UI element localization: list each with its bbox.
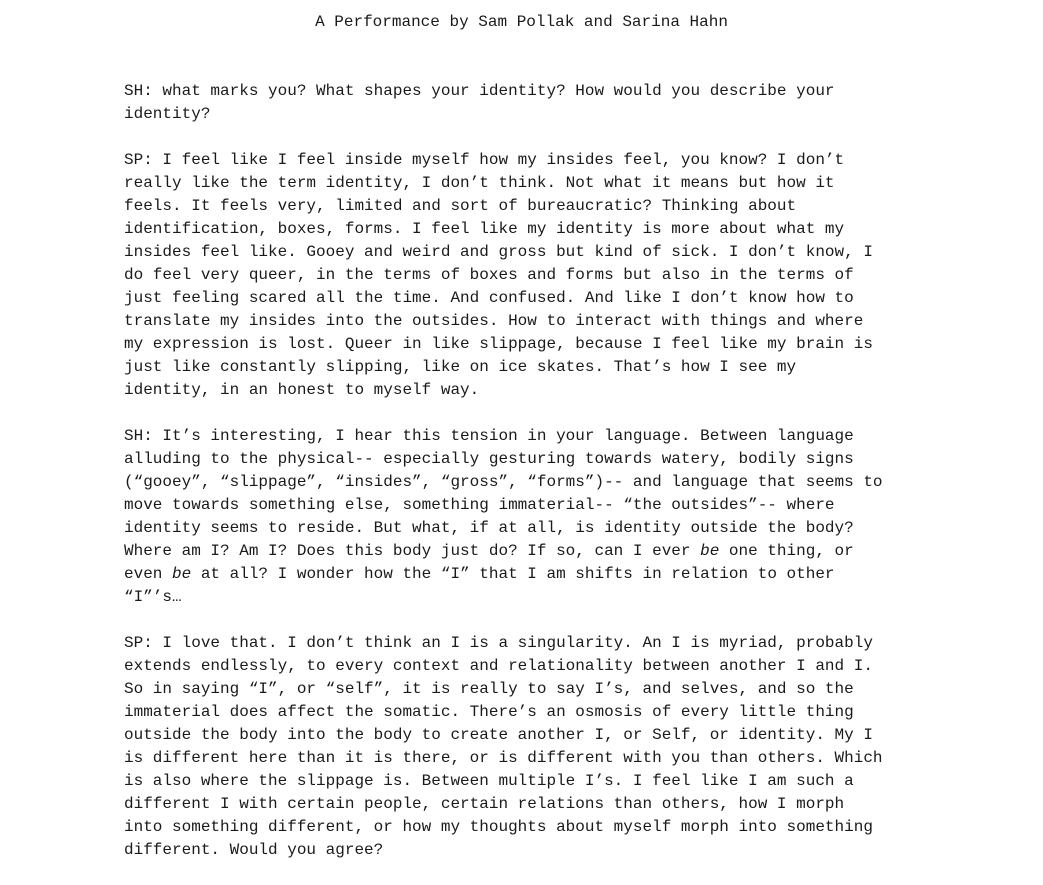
text-line: feels. It feels very, limited and sort of bureaucratic? Thinking about <box>124 197 797 215</box>
text-line: insides feel like. Gooey and weird and gross but kind of sick. I don’t know, I <box>124 243 873 261</box>
text-line: SH: It’s interesting, I hear this tension in your language. Between language <box>124 427 854 445</box>
text-line: into something different, or how my thoughts about myself morph into something <box>124 818 873 836</box>
text-line: identification, boxes, forms. I feel like my identity is more about what my <box>124 220 845 238</box>
text-line: outside the body into the body to create another I, or Self, or identity. My I <box>124 726 873 744</box>
document-body <box>124 80 924 885</box>
text-line: (“gooey”, “slippage”, “insides”, “gross”, “forms”)-- and language that seems to <box>124 473 883 491</box>
text-line: do feel very queer, in the terms of boxes and forms but also in the terms of <box>124 266 854 284</box>
text-line: So in saying “I”, or “self”, it is really to say I’s, and selves, and so the <box>124 680 854 698</box>
text-line: alluding to the physical-- especially gesturing towards watery, bodily signs <box>124 450 854 468</box>
text-line: identity? <box>124 105 211 123</box>
text-line: just feeling scared all the time. And confused. And like I don’t know how to <box>124 289 854 307</box>
text-line: translate my insides into the outsides. How to interact with things and where <box>124 312 864 330</box>
dialogue-paragraph-sp-2 <box>124 632 924 862</box>
text-line: really like the term identity, I don’t think. Not what it means but how it <box>124 174 835 192</box>
text-line: different I with certain people, certain relations than others, how I morph <box>124 795 845 813</box>
text-line: is also where the slippage is. Between multiple I’s. I feel like I am such a <box>124 772 854 790</box>
text-line: SH: what marks you? What shapes your identity? How would you describe your <box>124 82 835 100</box>
text-line: Where am I? Am I? Does this body just do? If so, can I ever be one thing, or <box>124 542 854 560</box>
text-line: my expression is lost. Queer in like slippage, because I feel like my brain is <box>124 335 873 353</box>
text-line: even be at all? I wonder how the “I” that I am shifts in relation to other <box>124 565 835 583</box>
text-line: different. Would you agree? <box>124 841 384 859</box>
dialogue-paragraph-sh-2 <box>124 425 924 609</box>
dialogue-paragraph-sp-1 <box>124 149 924 402</box>
text-line: “I”’s… <box>124 588 182 606</box>
text-line: is different here than it is there, or is different with you than others. Which <box>124 749 883 767</box>
document-title: A Performance by Sam Pollak and Sarina Hahn <box>315 13 728 31</box>
dialogue-paragraph-sh-1 <box>124 80 924 126</box>
text-line: move towards something else, something immaterial-- “the outsides”-- where <box>124 496 835 514</box>
text-line: identity, in an honest to myself way. <box>124 381 480 399</box>
text-line: identity seems to reside. But what, if at all, is identity outside the body? <box>124 519 854 537</box>
text-line: just like constantly slipping, like on ice skates. That’s how I see my <box>124 358 797 376</box>
text-line: immaterial does affect the somatic. There’s an osmosis of every little thing <box>124 703 854 721</box>
text-line: SP: I feel like I feel inside myself how my insides feel, you know? I don’t <box>124 151 845 169</box>
text-line: SP: I love that. I don’t think an I is a singularity. An I is myriad, probably <box>124 634 873 652</box>
text-line: extends endlessly, to every context and relationality between another I and I. <box>124 657 873 675</box>
